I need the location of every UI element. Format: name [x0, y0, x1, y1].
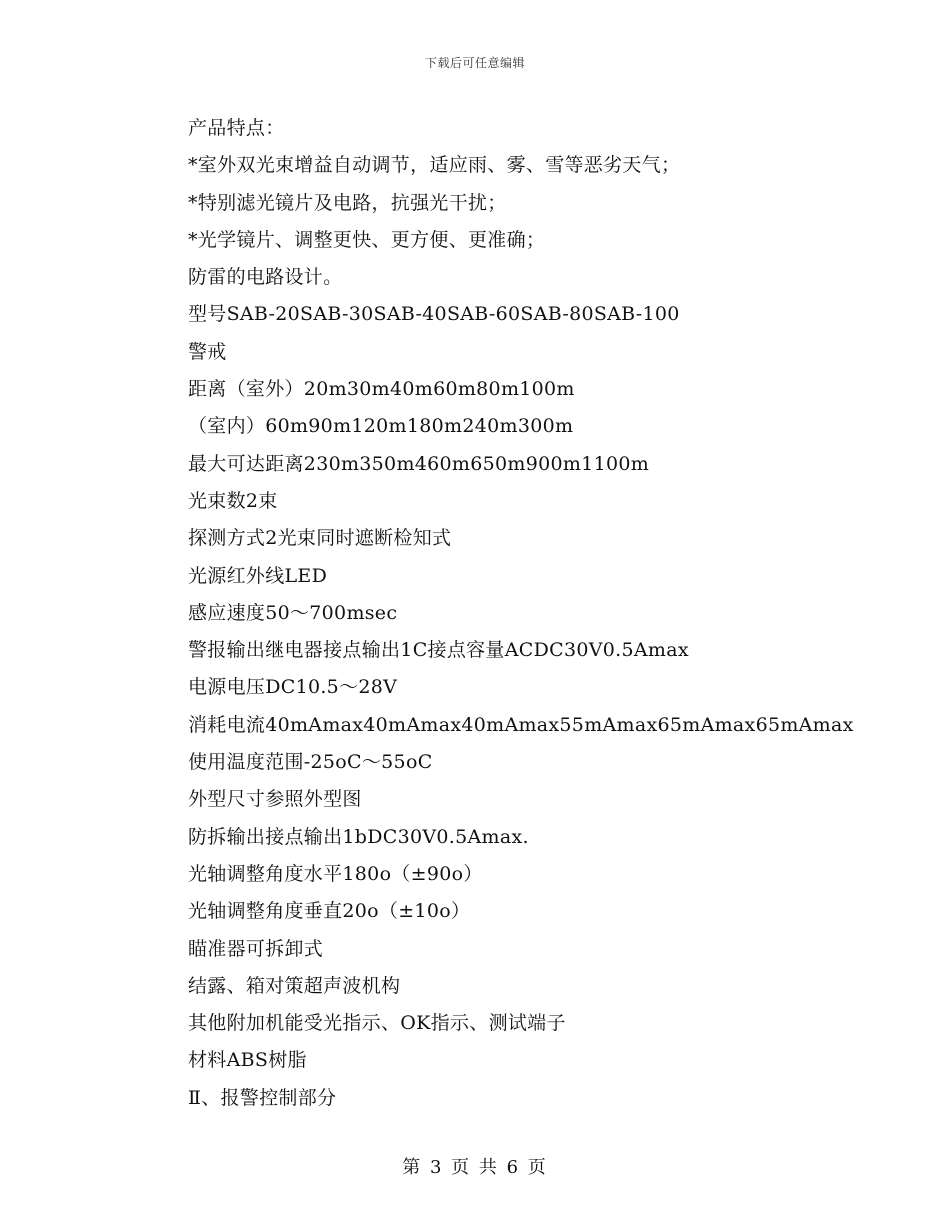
text-line: （室内）60m90m120m180m240m300m	[188, 415, 574, 438]
text-line: 型号SAB-20SAB-30SAB-40SAB-60SAB-80SAB-100	[188, 303, 680, 326]
page-header: 下载后可任意编辑	[424, 56, 525, 70]
text-line: 距离（室外）20m30m40m60m80m100m	[188, 378, 575, 401]
text-line: 结露、箱对策超声波机构	[188, 974, 401, 997]
text-line: 产品特点：	[188, 117, 285, 139]
text-line: 探测方式2光束同时遮断检知式	[188, 527, 452, 550]
text-line: 消耗电流40mAmax40mAmax40mAmax55mAmax65mAmax65mAmax	[188, 713, 854, 736]
text-line: 其他附加机能受光指示、OK指示、测试端子	[188, 1012, 566, 1035]
text-line: 感应速度50～700msec	[188, 601, 398, 624]
text-line: 防雷的电路设计。	[188, 266, 343, 289]
text-line: 材料ABS树脂	[188, 1049, 307, 1072]
text-line: 光轴调整角度水平180o（±90o）	[188, 862, 483, 885]
text-line: *特别滤光镜片及电路，抗强光干扰；	[188, 191, 507, 214]
text-line: 外型尺寸参照外型图	[188, 788, 362, 811]
section-heading: Ⅱ、报警控制部分	[188, 1086, 337, 1109]
text-line: 使用温度范围-25oC～55oC	[188, 751, 433, 774]
text-line: *光学镜片、调整更快、更方便、更准确；	[188, 228, 546, 251]
text-line: 光轴调整角度垂直20o（±10o）	[188, 900, 471, 923]
text-line: 最大可达距离230m350m460m650m900m1100m	[188, 452, 650, 475]
text-line: 防拆输出接点输出1bDC30V0.5Amax.	[188, 825, 529, 848]
text-line: 警报输出继电器接点输出1C接点容量ACDC30V0.5Amax	[188, 639, 689, 662]
text-line: 瞄准器可拆卸式	[188, 937, 324, 960]
text-line: 光源红外线LED	[188, 564, 328, 587]
text-line: *室外双光束增益自动调节，适应雨、雾、雪等恶劣天气；	[188, 154, 681, 177]
document-body	[188, 113, 888, 1120]
text-line: 警戒	[188, 340, 227, 363]
text-line: 光束数2束	[188, 489, 278, 512]
page-footer: 第 3 页 共 6 页	[402, 1157, 548, 1178]
text-line: 电源电压DC10.5～28V	[188, 676, 398, 699]
